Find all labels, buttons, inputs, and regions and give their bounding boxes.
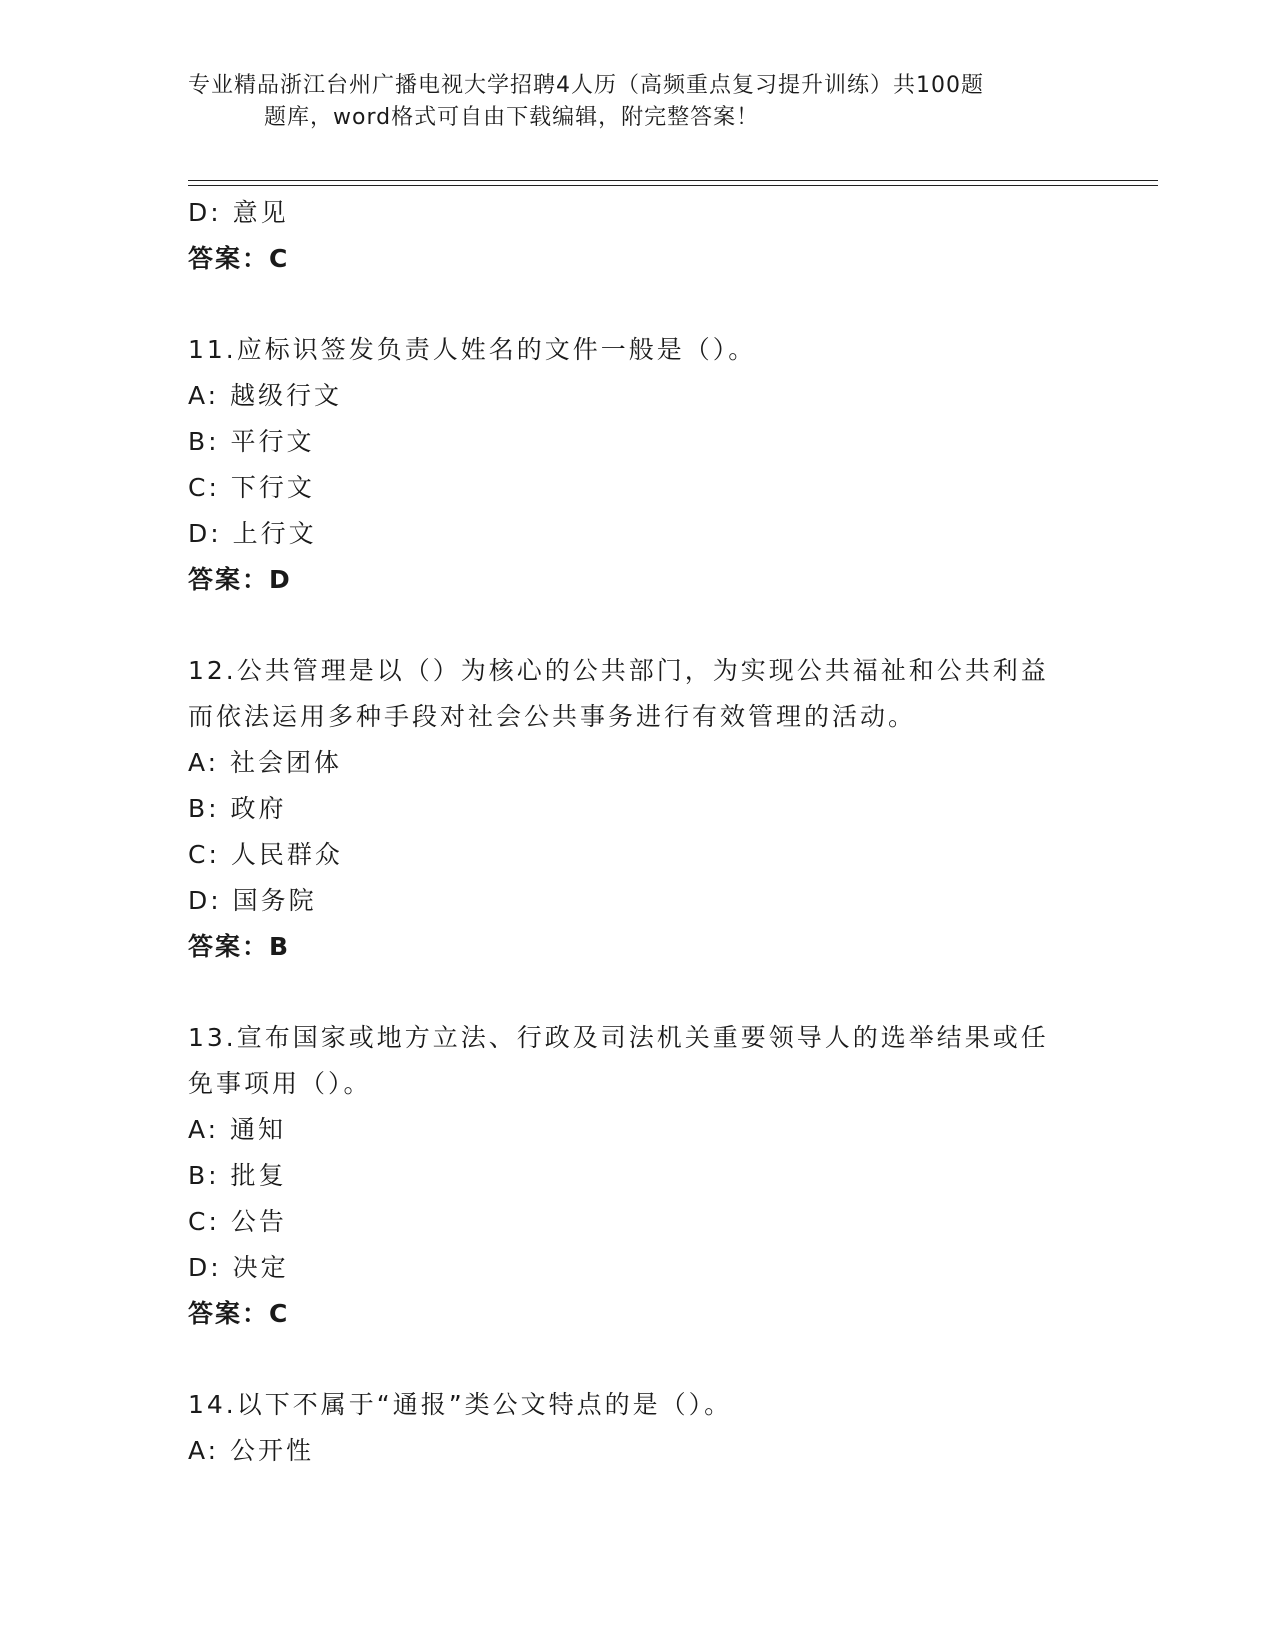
document-header bbox=[188, 70, 1088, 134]
question-list bbox=[188, 190, 1088, 1474]
q12-option-a: A: 社会团体 bbox=[188, 748, 343, 777]
q13-option-c: C: 公告 bbox=[188, 1207, 287, 1236]
q11-text: 11.应标识签发负责人姓名的文件一般是（）。 bbox=[188, 335, 757, 364]
q12-answer: 答案：B bbox=[188, 932, 291, 961]
q13-option-b: B: 批复 bbox=[188, 1161, 287, 1190]
header-title-line-1: 专业精品浙江台州广播电视大学招聘4人历（高频重点复习提升训练）共100题 bbox=[188, 73, 984, 98]
q11-option-c: C: 下行文 bbox=[188, 473, 315, 502]
q13-text-line-1: 13.宣布国家或地方立法、行政及司法机关重要领导人的选举结果或任 bbox=[188, 1023, 1049, 1052]
q13-option-d: D: 决定 bbox=[188, 1253, 289, 1282]
q13-text-line-2: 免事项用（）。 bbox=[188, 1069, 372, 1098]
header-title-line-2: 题库，word格式可自由下载编辑，附完整答案！ bbox=[264, 105, 760, 130]
q11-option-b: B: 平行文 bbox=[188, 427, 315, 456]
q14-text: 14.以下不属于“通报”类公文特点的是（）。 bbox=[188, 1390, 733, 1419]
q11-option-a: A: 越级行文 bbox=[188, 381, 343, 410]
q10-option-d: D: 意见 bbox=[188, 198, 289, 227]
q13-answer: 答案：C bbox=[188, 1299, 290, 1328]
q12-option-c: C: 人民群众 bbox=[188, 840, 343, 869]
q11-answer: 答案：D bbox=[188, 565, 292, 594]
q14-option-a: A: 公开性 bbox=[188, 1436, 315, 1465]
q12-text-line-2: 而依法运用多种手段对社会公共事务进行有效管理的活动。 bbox=[188, 702, 917, 731]
q13-option-a: A: 通知 bbox=[188, 1115, 287, 1144]
header-divider-bottom bbox=[188, 185, 1158, 186]
header-divider-top bbox=[188, 180, 1158, 181]
q12-option-d: D: 国务院 bbox=[188, 886, 317, 915]
q11-option-d: D: 上行文 bbox=[188, 519, 317, 548]
q10-answer: 答案：C bbox=[188, 244, 290, 273]
q12-option-b: B: 政府 bbox=[188, 794, 287, 823]
q12-text-line-1: 12.公共管理是以（）为核心的公共部门，为实现公共福祉和公共利益 bbox=[188, 656, 1049, 685]
